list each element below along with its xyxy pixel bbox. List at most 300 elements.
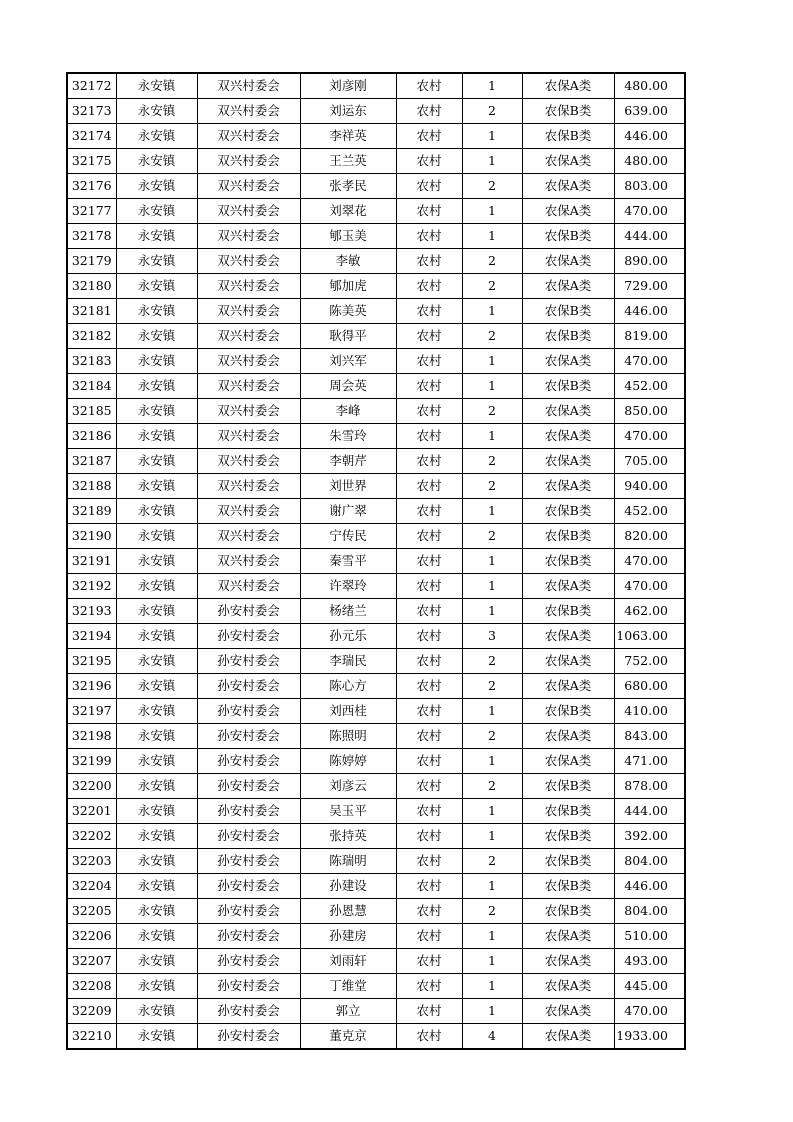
- table-row: [67, 324, 685, 349]
- amount-cell: 890.00: [614, 249, 685, 274]
- household-type-cell: 农村: [396, 549, 462, 574]
- person-name-cell: 陈照明: [300, 724, 396, 749]
- record-id-cell: 32194: [67, 624, 116, 649]
- town-cell: 永安镇: [116, 849, 197, 874]
- person-name-cell: 谢广翠: [300, 499, 396, 524]
- town-cell: 永安镇: [116, 749, 197, 774]
- household-type-cell: 农村: [396, 699, 462, 724]
- person-name-cell: 刘兴军: [300, 349, 396, 374]
- amount-cell: 820.00: [614, 524, 685, 549]
- record-id-cell: 32184: [67, 374, 116, 399]
- village-committee-cell: 孙安村委会: [197, 924, 300, 949]
- amount-cell: 471.00: [614, 749, 685, 774]
- village-committee-cell: 孙安村委会: [197, 1024, 300, 1050]
- village-committee-cell: 双兴村委会: [197, 249, 300, 274]
- amount-cell: 470.00: [614, 424, 685, 449]
- village-committee-cell: 孙安村委会: [197, 774, 300, 799]
- insurance-category-cell: 农保B类: [522, 124, 614, 149]
- amount-cell: 850.00: [614, 399, 685, 424]
- insurance-category-cell: 农保A类: [522, 349, 614, 374]
- table-body: [67, 73, 685, 1049]
- household-type-cell: 农村: [396, 324, 462, 349]
- household-type-cell: 农村: [396, 274, 462, 299]
- record-id-cell: 32196: [67, 674, 116, 699]
- town-cell: 永安镇: [116, 774, 197, 799]
- amount-cell: 470.00: [614, 349, 685, 374]
- village-committee-cell: 孙安村委会: [197, 699, 300, 724]
- town-cell: 永安镇: [116, 299, 197, 324]
- household-type-cell: 农村: [396, 849, 462, 874]
- town-cell: 永安镇: [116, 699, 197, 724]
- table-row: [67, 924, 685, 949]
- village-committee-cell: 孙安村委会: [197, 624, 300, 649]
- record-id-cell: 32175: [67, 149, 116, 174]
- town-cell: 永安镇: [116, 624, 197, 649]
- town-cell: 永安镇: [116, 674, 197, 699]
- household-type-cell: 农村: [396, 574, 462, 599]
- amount-cell: 1933.00: [614, 1024, 685, 1050]
- person-count-cell: 2: [462, 99, 522, 124]
- person-count-cell: 3: [462, 624, 522, 649]
- amount-cell: 480.00: [614, 149, 685, 174]
- village-committee-cell: 双兴村委会: [197, 149, 300, 174]
- town-cell: 永安镇: [116, 599, 197, 624]
- household-type-cell: 农村: [396, 124, 462, 149]
- table-row: [67, 724, 685, 749]
- record-id-cell: 32207: [67, 949, 116, 974]
- record-id-cell: 32192: [67, 574, 116, 599]
- record-id-cell: 32187: [67, 449, 116, 474]
- amount-cell: 819.00: [614, 324, 685, 349]
- person-name-cell: 秦雪平: [300, 549, 396, 574]
- insurance-category-cell: 农保A类: [522, 949, 614, 974]
- person-count-cell: 1: [462, 699, 522, 724]
- household-type-cell: 农村: [396, 999, 462, 1024]
- household-type-cell: 农村: [396, 874, 462, 899]
- insurance-category-cell: 农保B类: [522, 324, 614, 349]
- insurance-category-cell: 农保A类: [522, 999, 614, 1024]
- town-cell: 永安镇: [116, 649, 197, 674]
- person-name-cell: 刘雨轩: [300, 949, 396, 974]
- village-committee-cell: 孙安村委会: [197, 674, 300, 699]
- town-cell: 永安镇: [116, 974, 197, 999]
- insurance-category-cell: 农保B类: [522, 299, 614, 324]
- insurance-category-cell: 农保A类: [522, 73, 614, 99]
- village-committee-cell: 孙安村委会: [197, 599, 300, 624]
- insurance-category-cell: 农保A类: [522, 724, 614, 749]
- table-row: [67, 374, 685, 399]
- village-committee-cell: 孙安村委会: [197, 724, 300, 749]
- amount-cell: 462.00: [614, 599, 685, 624]
- record-id-cell: 32181: [67, 299, 116, 324]
- village-committee-cell: 孙安村委会: [197, 799, 300, 824]
- record-id-cell: 32206: [67, 924, 116, 949]
- household-type-cell: 农村: [396, 499, 462, 524]
- table-row: [67, 549, 685, 574]
- amount-cell: 470.00: [614, 574, 685, 599]
- village-committee-cell: 双兴村委会: [197, 324, 300, 349]
- person-count-cell: 1: [462, 374, 522, 399]
- insurance-category-cell: 农保B类: [522, 224, 614, 249]
- village-committee-cell: 孙安村委会: [197, 899, 300, 924]
- record-id-cell: 32176: [67, 174, 116, 199]
- record-id-cell: 32209: [67, 999, 116, 1024]
- amount-cell: 392.00: [614, 824, 685, 849]
- person-count-cell: 1: [462, 349, 522, 374]
- insurance-category-cell: 农保A类: [522, 424, 614, 449]
- insurance-category-cell: 农保A类: [522, 624, 614, 649]
- person-name-cell: 刘彦云: [300, 774, 396, 799]
- household-type-cell: 农村: [396, 974, 462, 999]
- insurance-category-cell: 农保A类: [522, 199, 614, 224]
- record-id-cell: 32182: [67, 324, 116, 349]
- town-cell: 永安镇: [116, 199, 197, 224]
- person-name-cell: 杨绪兰: [300, 599, 396, 624]
- person-name-cell: 陈婷婷: [300, 749, 396, 774]
- person-name-cell: 陈美英: [300, 299, 396, 324]
- village-committee-cell: 双兴村委会: [197, 499, 300, 524]
- household-type-cell: 农村: [396, 649, 462, 674]
- town-cell: 永安镇: [116, 99, 197, 124]
- record-id-cell: 32177: [67, 199, 116, 224]
- amount-cell: 804.00: [614, 899, 685, 924]
- insurance-category-cell: 农保B类: [522, 549, 614, 574]
- insurance-category-cell: 农保B类: [522, 799, 614, 824]
- person-count-cell: 1: [462, 974, 522, 999]
- amount-cell: 446.00: [614, 299, 685, 324]
- village-committee-cell: 双兴村委会: [197, 449, 300, 474]
- household-type-cell: 农村: [396, 399, 462, 424]
- insurance-category-cell: 农保B类: [522, 699, 614, 724]
- village-committee-cell: 双兴村委会: [197, 299, 300, 324]
- table-row: [67, 974, 685, 999]
- village-committee-cell: 孙安村委会: [197, 874, 300, 899]
- person-count-cell: 1: [462, 924, 522, 949]
- household-type-cell: 农村: [396, 799, 462, 824]
- person-name-cell: 耿得平: [300, 324, 396, 349]
- household-type-cell: 农村: [396, 599, 462, 624]
- person-name-cell: 王兰英: [300, 149, 396, 174]
- town-cell: 永安镇: [116, 999, 197, 1024]
- village-committee-cell: 双兴村委会: [197, 549, 300, 574]
- table-row: [67, 299, 685, 324]
- person-count-cell: 1: [462, 949, 522, 974]
- household-type-cell: 农村: [396, 724, 462, 749]
- person-name-cell: 郇玉美: [300, 224, 396, 249]
- insurance-category-cell: 农保B类: [522, 899, 614, 924]
- person-name-cell: 张孝民: [300, 174, 396, 199]
- table-row: [67, 699, 685, 724]
- person-name-cell: 孙建房: [300, 924, 396, 949]
- table-row: [67, 649, 685, 674]
- village-committee-cell: 孙安村委会: [197, 749, 300, 774]
- person-count-cell: 2: [462, 674, 522, 699]
- village-committee-cell: 孙安村委会: [197, 824, 300, 849]
- person-count-cell: 2: [462, 649, 522, 674]
- village-committee-cell: 双兴村委会: [197, 474, 300, 499]
- table-row: [67, 149, 685, 174]
- person-count-cell: 2: [462, 449, 522, 474]
- insurance-category-cell: 农保A类: [522, 749, 614, 774]
- town-cell: 永安镇: [116, 949, 197, 974]
- amount-cell: 680.00: [614, 674, 685, 699]
- village-committee-cell: 双兴村委会: [197, 199, 300, 224]
- record-id-cell: 32193: [67, 599, 116, 624]
- town-cell: 永安镇: [116, 399, 197, 424]
- record-id-cell: 32178: [67, 224, 116, 249]
- amount-cell: 493.00: [614, 949, 685, 974]
- household-type-cell: 农村: [396, 174, 462, 199]
- insurance-category-cell: 农保A类: [522, 1024, 614, 1050]
- town-cell: 永安镇: [116, 424, 197, 449]
- person-count-cell: 2: [462, 724, 522, 749]
- household-type-cell: 农村: [396, 949, 462, 974]
- person-count-cell: 2: [462, 399, 522, 424]
- record-id-cell: 32199: [67, 749, 116, 774]
- amount-cell: 444.00: [614, 799, 685, 824]
- record-id-cell: 32210: [67, 1024, 116, 1050]
- table-row: [67, 899, 685, 924]
- insurance-category-cell: 农保A类: [522, 924, 614, 949]
- town-cell: 永安镇: [116, 1024, 197, 1050]
- person-name-cell: 刘彦刚: [300, 73, 396, 99]
- table-row: [67, 799, 685, 824]
- amount-cell: 446.00: [614, 124, 685, 149]
- person-name-cell: 刘世界: [300, 474, 396, 499]
- record-id-cell: 32201: [67, 799, 116, 824]
- household-type-cell: 农村: [396, 674, 462, 699]
- town-cell: 永安镇: [116, 924, 197, 949]
- person-count-cell: 1: [462, 824, 522, 849]
- village-committee-cell: 孙安村委会: [197, 949, 300, 974]
- insurance-category-cell: 农保B类: [522, 374, 614, 399]
- village-committee-cell: 双兴村委会: [197, 174, 300, 199]
- record-id-cell: 32186: [67, 424, 116, 449]
- household-type-cell: 农村: [396, 224, 462, 249]
- household-type-cell: 农村: [396, 299, 462, 324]
- person-count-cell: 1: [462, 999, 522, 1024]
- person-count-cell: 2: [462, 324, 522, 349]
- amount-cell: 752.00: [614, 649, 685, 674]
- person-name-cell: 许翠玲: [300, 574, 396, 599]
- table-row: [67, 824, 685, 849]
- household-type-cell: 农村: [396, 924, 462, 949]
- table-row: [67, 399, 685, 424]
- village-committee-cell: 双兴村委会: [197, 574, 300, 599]
- data-table: [66, 72, 686, 1050]
- person-count-cell: 1: [462, 874, 522, 899]
- village-committee-cell: 孙安村委会: [197, 649, 300, 674]
- amount-cell: 470.00: [614, 999, 685, 1024]
- insurance-category-cell: 农保A类: [522, 399, 614, 424]
- amount-cell: 445.00: [614, 974, 685, 999]
- insurance-category-cell: 农保B类: [522, 524, 614, 549]
- insurance-category-cell: 农保B类: [522, 849, 614, 874]
- amount-cell: 452.00: [614, 499, 685, 524]
- town-cell: 永安镇: [116, 73, 197, 99]
- household-type-cell: 农村: [396, 349, 462, 374]
- person-count-cell: 1: [462, 73, 522, 99]
- insurance-category-cell: 农保A类: [522, 974, 614, 999]
- amount-cell: 452.00: [614, 374, 685, 399]
- insurance-category-cell: 农保A类: [522, 674, 614, 699]
- town-cell: 永安镇: [116, 499, 197, 524]
- table-row: [67, 274, 685, 299]
- town-cell: 永安镇: [116, 224, 197, 249]
- table-row: [67, 99, 685, 124]
- person-name-cell: 周会英: [300, 374, 396, 399]
- village-committee-cell: 双兴村委会: [197, 424, 300, 449]
- insurance-category-cell: 农保A类: [522, 174, 614, 199]
- household-type-cell: 农村: [396, 774, 462, 799]
- village-committee-cell: 双兴村委会: [197, 374, 300, 399]
- person-count-cell: 2: [462, 774, 522, 799]
- amount-cell: 446.00: [614, 874, 685, 899]
- person-count-cell: 1: [462, 599, 522, 624]
- town-cell: 永安镇: [116, 524, 197, 549]
- town-cell: 永安镇: [116, 249, 197, 274]
- amount-cell: 410.00: [614, 699, 685, 724]
- amount-cell: 470.00: [614, 549, 685, 574]
- table-row: [67, 73, 685, 99]
- amount-cell: 804.00: [614, 849, 685, 874]
- record-id-cell: 32172: [67, 73, 116, 99]
- person-name-cell: 张持英: [300, 824, 396, 849]
- person-name-cell: 刘西桂: [300, 699, 396, 724]
- table-row: [67, 349, 685, 374]
- insurance-category-cell: 农保B类: [522, 824, 614, 849]
- table-row: [67, 574, 685, 599]
- household-type-cell: 农村: [396, 199, 462, 224]
- town-cell: 永安镇: [116, 824, 197, 849]
- record-id-cell: 32208: [67, 974, 116, 999]
- record-id-cell: 32188: [67, 474, 116, 499]
- record-id-cell: 32189: [67, 499, 116, 524]
- person-count-cell: 1: [462, 574, 522, 599]
- record-id-cell: 32202: [67, 824, 116, 849]
- village-committee-cell: 双兴村委会: [197, 524, 300, 549]
- person-count-cell: 1: [462, 499, 522, 524]
- amount-cell: 803.00: [614, 174, 685, 199]
- record-id-cell: 32198: [67, 724, 116, 749]
- person-count-cell: 2: [462, 899, 522, 924]
- town-cell: 永安镇: [116, 899, 197, 924]
- table-row: [67, 999, 685, 1024]
- record-id-cell: 32173: [67, 99, 116, 124]
- insurance-category-cell: 农保B类: [522, 499, 614, 524]
- household-type-cell: 农村: [396, 1024, 462, 1050]
- town-cell: 永安镇: [116, 324, 197, 349]
- village-committee-cell: 孙安村委会: [197, 849, 300, 874]
- record-id-cell: 32197: [67, 699, 116, 724]
- table-row: [67, 1024, 685, 1050]
- town-cell: 永安镇: [116, 549, 197, 574]
- table-row: [67, 674, 685, 699]
- insurance-category-cell: 农保B类: [522, 874, 614, 899]
- household-type-cell: 农村: [396, 149, 462, 174]
- insurance-category-cell: 农保A类: [522, 249, 614, 274]
- person-name-cell: 孙建设: [300, 874, 396, 899]
- record-id-cell: 32190: [67, 524, 116, 549]
- household-type-cell: 农村: [396, 374, 462, 399]
- person-name-cell: 宁传民: [300, 524, 396, 549]
- table-row: [67, 474, 685, 499]
- household-type-cell: 农村: [396, 249, 462, 274]
- amount-cell: 878.00: [614, 774, 685, 799]
- person-count-cell: 1: [462, 749, 522, 774]
- record-id-cell: 32191: [67, 549, 116, 574]
- village-committee-cell: 双兴村委会: [197, 124, 300, 149]
- person-name-cell: 刘运东: [300, 99, 396, 124]
- amount-cell: 705.00: [614, 449, 685, 474]
- insurance-category-cell: 农保B类: [522, 99, 614, 124]
- town-cell: 永安镇: [116, 574, 197, 599]
- amount-cell: 480.00: [614, 73, 685, 99]
- household-type-cell: 农村: [396, 899, 462, 924]
- person-count-cell: 4: [462, 1024, 522, 1050]
- amount-cell: 1063.00: [614, 624, 685, 649]
- person-name-cell: 吴玉平: [300, 799, 396, 824]
- village-committee-cell: 双兴村委会: [197, 399, 300, 424]
- town-cell: 永安镇: [116, 349, 197, 374]
- record-id-cell: 32203: [67, 849, 116, 874]
- village-committee-cell: 双兴村委会: [197, 349, 300, 374]
- table-row: [67, 124, 685, 149]
- person-count-cell: 1: [462, 199, 522, 224]
- village-committee-cell: 孙安村委会: [197, 974, 300, 999]
- table-row: [67, 224, 685, 249]
- insurance-category-cell: 农保A类: [522, 274, 614, 299]
- insurance-category-cell: 农保B类: [522, 774, 614, 799]
- table-row: [67, 174, 685, 199]
- town-cell: 永安镇: [116, 724, 197, 749]
- table-row: [67, 774, 685, 799]
- person-count-cell: 2: [462, 249, 522, 274]
- person-name-cell: 丁维堂: [300, 974, 396, 999]
- record-id-cell: 32179: [67, 249, 116, 274]
- household-type-cell: 农村: [396, 449, 462, 474]
- household-type-cell: 农村: [396, 524, 462, 549]
- insurance-category-cell: 农保B类: [522, 599, 614, 624]
- table-row: [67, 849, 685, 874]
- person-name-cell: 李敏: [300, 249, 396, 274]
- household-type-cell: 农村: [396, 99, 462, 124]
- amount-cell: 843.00: [614, 724, 685, 749]
- table-row: [67, 624, 685, 649]
- person-count-cell: 1: [462, 224, 522, 249]
- record-id-cell: 32200: [67, 774, 116, 799]
- household-type-cell: 农村: [396, 749, 462, 774]
- person-count-cell: 1: [462, 299, 522, 324]
- town-cell: 永安镇: [116, 474, 197, 499]
- record-id-cell: 32185: [67, 399, 116, 424]
- person-name-cell: 陈心方: [300, 674, 396, 699]
- person-count-cell: 2: [462, 849, 522, 874]
- person-count-cell: 1: [462, 799, 522, 824]
- amount-cell: 470.00: [614, 199, 685, 224]
- person-name-cell: 刘翠花: [300, 199, 396, 224]
- record-id-cell: 32205: [67, 899, 116, 924]
- village-committee-cell: 双兴村委会: [197, 73, 300, 99]
- record-id-cell: 32174: [67, 124, 116, 149]
- person-count-cell: 2: [462, 474, 522, 499]
- table-row: [67, 874, 685, 899]
- household-type-cell: 农村: [396, 424, 462, 449]
- record-id-cell: 32180: [67, 274, 116, 299]
- amount-cell: 639.00: [614, 99, 685, 124]
- person-name-cell: 李祥英: [300, 124, 396, 149]
- person-count-cell: 2: [462, 174, 522, 199]
